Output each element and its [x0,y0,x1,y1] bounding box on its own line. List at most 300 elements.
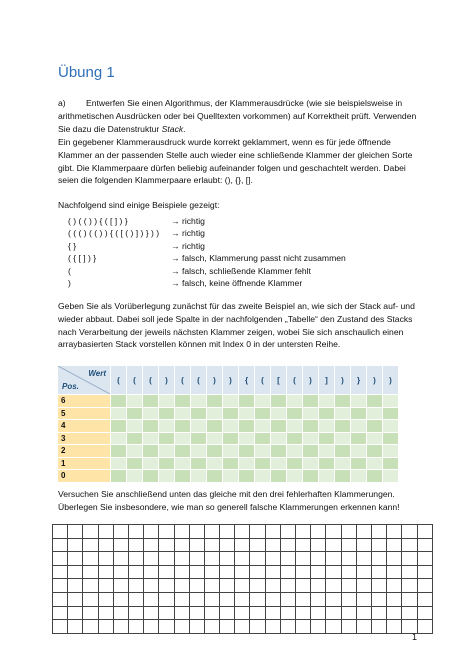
grid-cell[interactable] [144,565,159,579]
grid-cell[interactable] [189,592,204,606]
stack-cell[interactable] [351,470,367,483]
stack-cell[interactable] [239,432,255,445]
stack-cell[interactable] [223,445,239,458]
grid-cell[interactable] [387,592,402,606]
stack-cell[interactable] [319,445,335,458]
grid-cell[interactable] [220,565,235,579]
grid-cell[interactable] [189,620,204,634]
stack-cell[interactable] [127,470,143,483]
grid-cell[interactable] [265,525,280,539]
stack-cell[interactable] [127,445,143,458]
stack-cell[interactable] [351,395,367,408]
grid-cell[interactable] [265,606,280,620]
stack-cell[interactable] [335,420,351,433]
grid-cell[interactable] [144,579,159,593]
grid-cell[interactable] [159,592,174,606]
grid-cell[interactable] [402,565,417,579]
stack-cell[interactable] [159,457,175,470]
grid-cell[interactable] [326,538,341,552]
grid-cell[interactable] [159,579,174,593]
stack-cell[interactable] [255,445,271,458]
grid-cell[interactable] [356,592,371,606]
grid-cell[interactable] [311,620,326,634]
grid-cell[interactable] [387,565,402,579]
stack-cell[interactable] [159,432,175,445]
grid-cell[interactable] [53,606,68,620]
stack-cell[interactable] [287,432,303,445]
grid-cell[interactable] [220,592,235,606]
stack-cell[interactable] [239,395,255,408]
grid-cell[interactable] [417,579,432,593]
stack-cell[interactable] [175,457,191,470]
grid-cell[interactable] [204,606,219,620]
grid-cell[interactable] [68,579,83,593]
stack-cell[interactable] [143,445,159,458]
stack-cell[interactable] [191,457,207,470]
grid-cell[interactable] [174,552,189,566]
grid-cell[interactable] [371,606,386,620]
grid-cell[interactable] [68,525,83,539]
grid-cell[interactable] [144,592,159,606]
grid-cell[interactable] [159,538,174,552]
grid-cell[interactable] [311,525,326,539]
grid-cell[interactable] [387,525,402,539]
stack-cell[interactable] [127,420,143,433]
grid-cell[interactable] [113,579,128,593]
grid-cell[interactable] [265,565,280,579]
grid-cell[interactable] [98,525,113,539]
stack-cell[interactable] [255,470,271,483]
grid-cell[interactable] [341,606,356,620]
stack-cell[interactable] [367,407,383,420]
stack-cell[interactable] [207,432,223,445]
stack-cell[interactable] [271,407,287,420]
stack-cell[interactable] [159,445,175,458]
stack-cell[interactable] [159,407,175,420]
grid-cell[interactable] [341,525,356,539]
grid-cell[interactable] [68,606,83,620]
grid-cell[interactable] [387,552,402,566]
stack-cell[interactable] [367,470,383,483]
grid-cell[interactable] [83,525,98,539]
stack-cell[interactable] [111,470,127,483]
grid-cell[interactable] [113,620,128,634]
stack-cell[interactable] [319,470,335,483]
grid-cell[interactable] [371,552,386,566]
grid-cell[interactable] [356,538,371,552]
stack-cell[interactable] [319,432,335,445]
stack-cell[interactable] [239,420,255,433]
grid-cell[interactable] [204,538,219,552]
grid-cell[interactable] [417,565,432,579]
grid-cell[interactable] [387,606,402,620]
grid-cell[interactable] [189,606,204,620]
grid-cell[interactable] [235,579,250,593]
grid-cell[interactable] [220,579,235,593]
grid-cell[interactable] [356,525,371,539]
grid-cell[interactable] [296,620,311,634]
stack-cell[interactable] [143,395,159,408]
grid-cell[interactable] [417,606,432,620]
stack-cell[interactable] [127,432,143,445]
grid-cell[interactable] [250,620,265,634]
stack-cell[interactable] [255,407,271,420]
grid-cell[interactable] [280,579,295,593]
grid-cell[interactable] [326,525,341,539]
stack-cell[interactable] [127,457,143,470]
stack-cell[interactable] [223,395,239,408]
stack-cell[interactable] [271,457,287,470]
grid-cell[interactable] [189,579,204,593]
grid-cell[interactable] [356,579,371,593]
grid-cell[interactable] [128,565,143,579]
grid-cell[interactable] [159,606,174,620]
grid-cell[interactable] [53,620,68,634]
grid-cell[interactable] [265,552,280,566]
stack-cell[interactable] [159,470,175,483]
grid-cell[interactable] [402,606,417,620]
stack-cell[interactable] [287,420,303,433]
grid-cell[interactable] [265,579,280,593]
grid-cell[interactable] [174,592,189,606]
stack-cell[interactable] [303,395,319,408]
stack-cell[interactable] [191,445,207,458]
grid-cell[interactable] [144,552,159,566]
grid-cell[interactable] [296,565,311,579]
grid-cell[interactable] [356,620,371,634]
grid-cell[interactable] [128,592,143,606]
grid-cell[interactable] [83,620,98,634]
stack-cell[interactable] [175,420,191,433]
stack-cell[interactable] [207,407,223,420]
grid-cell[interactable] [235,592,250,606]
stack-cell[interactable] [175,407,191,420]
grid-cell[interactable] [98,565,113,579]
stack-cell[interactable] [367,457,383,470]
grid-cell[interactable] [128,579,143,593]
grid-cell[interactable] [128,620,143,634]
stack-cell[interactable] [255,432,271,445]
grid-cell[interactable] [235,606,250,620]
grid-cell[interactable] [265,620,280,634]
stack-cell[interactable] [271,470,287,483]
stack-cell[interactable] [271,420,287,433]
grid-cell[interactable] [98,606,113,620]
grid-cell[interactable] [341,592,356,606]
stack-cell[interactable] [351,457,367,470]
grid-cell[interactable] [250,579,265,593]
grid-cell[interactable] [83,592,98,606]
grid-cell[interactable] [204,592,219,606]
stack-cell[interactable] [143,420,159,433]
stack-cell[interactable] [303,457,319,470]
grid-cell[interactable] [68,592,83,606]
stack-cell[interactable] [239,457,255,470]
grid-cell[interactable] [235,620,250,634]
grid-cell[interactable] [204,620,219,634]
grid-cell[interactable] [371,620,386,634]
stack-cell[interactable] [271,445,287,458]
grid-cell[interactable] [68,552,83,566]
stack-cell[interactable] [175,470,191,483]
stack-cell[interactable] [319,457,335,470]
grid-cell[interactable] [83,606,98,620]
grid-cell[interactable] [68,538,83,552]
stack-cell[interactable] [239,407,255,420]
stack-cell[interactable] [127,395,143,408]
grid-cell[interactable] [128,606,143,620]
grid-cell[interactable] [311,579,326,593]
stack-cell[interactable] [207,395,223,408]
grid-cell[interactable] [83,565,98,579]
grid-cell[interactable] [296,525,311,539]
grid-cell[interactable] [387,620,402,634]
grid-cell[interactable] [174,606,189,620]
grid-cell[interactable] [326,606,341,620]
grid-cell[interactable] [326,565,341,579]
grid-cell[interactable] [53,552,68,566]
stack-cell[interactable] [303,432,319,445]
stack-cell[interactable] [223,407,239,420]
stack-cell[interactable] [223,470,239,483]
stack-cell[interactable] [255,420,271,433]
stack-cell[interactable] [319,395,335,408]
grid-cell[interactable] [356,606,371,620]
stack-cell[interactable] [207,457,223,470]
grid-cell[interactable] [296,579,311,593]
grid-cell[interactable] [204,525,219,539]
grid-cell[interactable] [98,620,113,634]
stack-cell[interactable] [383,432,399,445]
grid-cell[interactable] [159,525,174,539]
grid-cell[interactable] [311,565,326,579]
stack-cell[interactable] [207,445,223,458]
grid-cell[interactable] [174,525,189,539]
grid-cell[interactable] [113,606,128,620]
stack-cell[interactable] [351,420,367,433]
stack-cell[interactable] [383,407,399,420]
grid-cell[interactable] [220,525,235,539]
stack-cell[interactable] [207,420,223,433]
stack-cell[interactable] [319,407,335,420]
grid-cell[interactable] [265,538,280,552]
grid-cell[interactable] [159,620,174,634]
grid-cell[interactable] [144,525,159,539]
grid-cell[interactable] [204,565,219,579]
stack-cell[interactable] [287,395,303,408]
grid-cell[interactable] [341,538,356,552]
stack-cell[interactable] [223,420,239,433]
grid-cell[interactable] [417,552,432,566]
stack-cell[interactable] [303,407,319,420]
grid-cell[interactable] [113,565,128,579]
stack-cell[interactable] [287,470,303,483]
stack-cell[interactable] [383,395,399,408]
grid-cell[interactable] [53,525,68,539]
grid-cell[interactable] [53,565,68,579]
grid-cell[interactable] [341,620,356,634]
grid-cell[interactable] [53,579,68,593]
grid-cell[interactable] [296,552,311,566]
stack-cell[interactable] [191,470,207,483]
stack-cell[interactable] [191,432,207,445]
grid-cell[interactable] [371,565,386,579]
grid-cell[interactable] [326,620,341,634]
grid-cell[interactable] [98,552,113,566]
stack-cell[interactable] [239,470,255,483]
grid-cell[interactable] [235,552,250,566]
grid-cell[interactable] [144,620,159,634]
stack-cell[interactable] [175,432,191,445]
grid-cell[interactable] [371,525,386,539]
grid-cell[interactable] [98,592,113,606]
grid-cell[interactable] [144,606,159,620]
stack-cell[interactable] [335,470,351,483]
grid-cell[interactable] [113,525,128,539]
stack-cell[interactable] [335,432,351,445]
grid-cell[interactable] [311,592,326,606]
grid-cell[interactable] [128,538,143,552]
grid-cell[interactable] [371,538,386,552]
stack-cell[interactable] [223,457,239,470]
grid-cell[interactable] [311,538,326,552]
stack-cell[interactable] [351,407,367,420]
grid-cell[interactable] [417,592,432,606]
stack-cell[interactable] [111,457,127,470]
grid-cell[interactable] [68,620,83,634]
grid-cell[interactable] [296,592,311,606]
grid-cell[interactable] [402,538,417,552]
stack-cell[interactable] [143,457,159,470]
grid-cell[interactable] [402,525,417,539]
grid-cell[interactable] [189,538,204,552]
stack-cell[interactable] [303,470,319,483]
grid-cell[interactable] [220,552,235,566]
stack-cell[interactable] [223,432,239,445]
grid-cell[interactable] [371,579,386,593]
grid-cell[interactable] [402,579,417,593]
grid-cell[interactable] [280,620,295,634]
stack-cell[interactable] [383,420,399,433]
grid-cell[interactable] [280,552,295,566]
grid-cell[interactable] [250,538,265,552]
stack-cell[interactable] [287,457,303,470]
stack-cell[interactable] [303,420,319,433]
stack-cell[interactable] [143,407,159,420]
grid-cell[interactable] [280,565,295,579]
grid-cell[interactable] [113,552,128,566]
grid-cell[interactable] [280,606,295,620]
grid-cell[interactable] [250,565,265,579]
grid-cell[interactable] [356,552,371,566]
grid-cell[interactable] [296,538,311,552]
grid-cell[interactable] [235,565,250,579]
grid-cell[interactable] [53,592,68,606]
stack-cell[interactable] [175,445,191,458]
grid-cell[interactable] [174,538,189,552]
grid-cell[interactable] [417,525,432,539]
stack-cell[interactable] [335,407,351,420]
grid-cell[interactable] [83,538,98,552]
stack-cell[interactable] [319,420,335,433]
stack-cell[interactable] [111,407,127,420]
grid-cell[interactable] [159,552,174,566]
grid-cell[interactable] [68,565,83,579]
stack-cell[interactable] [159,420,175,433]
stack-cell[interactable] [367,445,383,458]
stack-cell[interactable] [367,432,383,445]
stack-cell[interactable] [271,395,287,408]
grid-cell[interactable] [250,592,265,606]
grid-cell[interactable] [128,525,143,539]
stack-cell[interactable] [111,420,127,433]
stack-cell[interactable] [335,457,351,470]
grid-cell[interactable] [402,552,417,566]
grid-cell[interactable] [356,565,371,579]
stack-cell[interactable] [191,407,207,420]
grid-cell[interactable] [296,606,311,620]
stack-cell[interactable] [111,432,127,445]
stack-cell[interactable] [383,457,399,470]
grid-cell[interactable] [311,606,326,620]
grid-cell[interactable] [387,538,402,552]
grid-cell[interactable] [371,592,386,606]
stack-cell[interactable] [111,445,127,458]
stack-cell[interactable] [351,432,367,445]
stack-cell[interactable] [143,470,159,483]
grid-cell[interactable] [174,565,189,579]
stack-cell[interactable] [303,445,319,458]
grid-cell[interactable] [387,579,402,593]
grid-cell[interactable] [53,538,68,552]
grid-cell[interactable] [128,552,143,566]
stack-cell[interactable] [239,445,255,458]
grid-cell[interactable] [174,620,189,634]
stack-cell[interactable] [255,395,271,408]
grid-cell[interactable] [326,592,341,606]
grid-cell[interactable] [311,552,326,566]
grid-cell[interactable] [280,592,295,606]
stack-cell[interactable] [271,432,287,445]
grid-cell[interactable] [417,538,432,552]
stack-cell[interactable] [127,407,143,420]
grid-cell[interactable] [417,620,432,634]
grid-cell[interactable] [265,592,280,606]
stack-cell[interactable] [143,432,159,445]
stack-cell[interactable] [159,395,175,408]
grid-cell[interactable] [402,592,417,606]
grid-cell[interactable] [235,538,250,552]
grid-cell[interactable] [159,565,174,579]
stack-cell[interactable] [111,395,127,408]
stack-cell[interactable] [191,395,207,408]
stack-cell[interactable] [383,470,399,483]
grid-cell[interactable] [220,538,235,552]
grid-cell[interactable] [174,579,189,593]
stack-cell[interactable] [287,407,303,420]
grid-cell[interactable] [204,579,219,593]
grid-cell[interactable] [326,552,341,566]
grid-cell[interactable] [250,525,265,539]
stack-cell[interactable] [367,420,383,433]
grid-cell[interactable] [83,552,98,566]
grid-cell[interactable] [113,538,128,552]
grid-cell[interactable] [204,552,219,566]
grid-cell[interactable] [280,538,295,552]
grid-cell[interactable] [189,552,204,566]
grid-cell[interactable] [113,592,128,606]
grid-cell[interactable] [341,579,356,593]
